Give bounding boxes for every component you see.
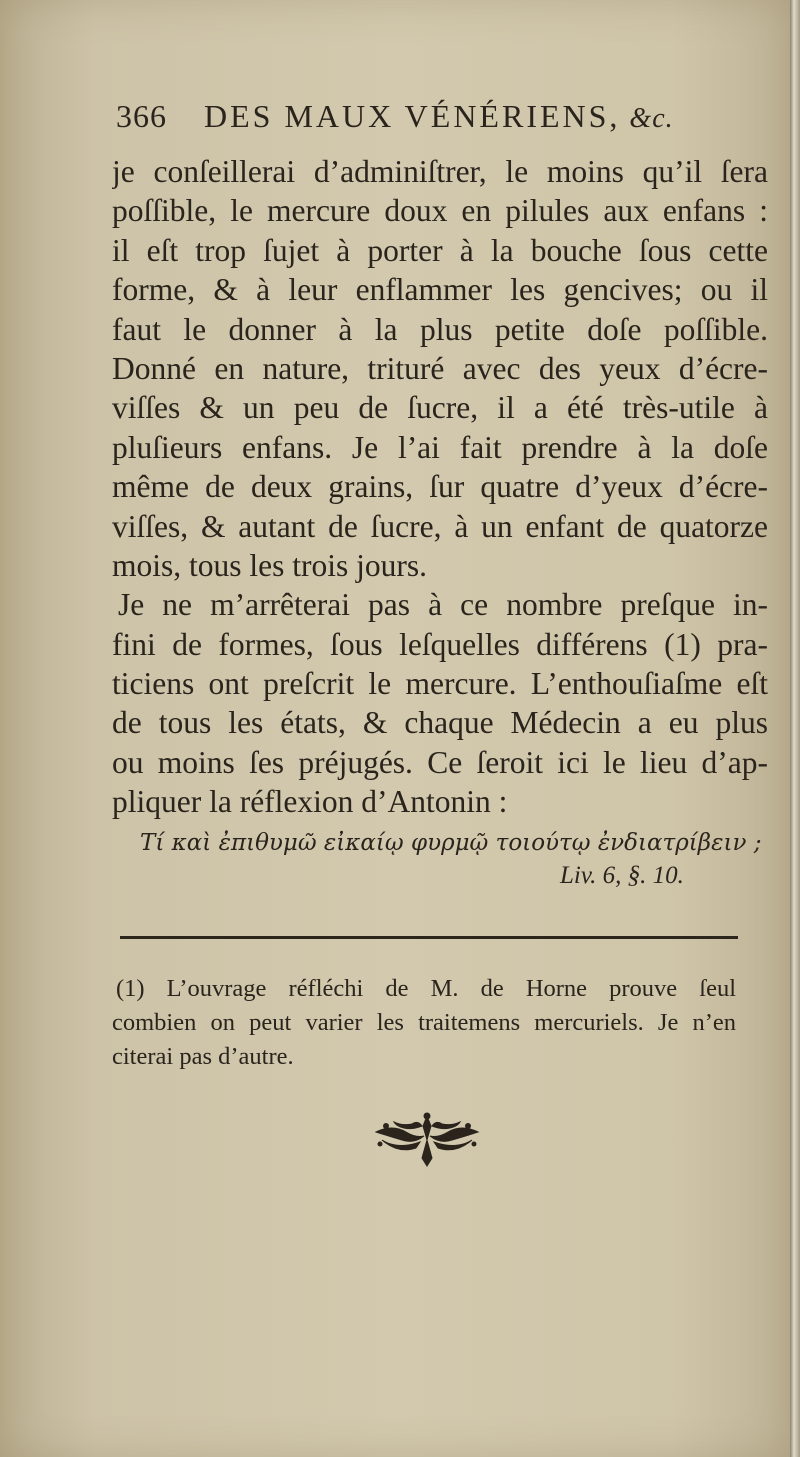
text-line: je conſeillerai d’adminiſtrer, le moins qu’il ſera	[112, 154, 768, 189]
fleuron-svg	[372, 1110, 482, 1170]
text-line: pliquer la réflexion d’Antonin :	[112, 784, 508, 820]
greek-quotation: Τί καὶ ἐπιθυμῶ εἰκαίῳ φυρμῷ τοιούτῳ ἐνδιατρίβειν ;	[140, 830, 762, 856]
footnote	[112, 972, 736, 1074]
text-line: mois, tous les trois jours.	[112, 547, 428, 583]
running-title: DES MAUX VÉNÉRIENS,	[204, 98, 621, 134]
printers-fleuron-ornament-icon	[372, 1110, 482, 1170]
text-line: Je ne m’arrêterai pas à ce nombre preſque in-	[118, 587, 768, 623]
book-gutter-edge	[790, 0, 800, 1457]
text-line: pluſieurs enfans. Je l’ai fait prendre à la doſe	[112, 429, 768, 465]
text-line: forme, & à leur enflammer les gencives; ou il	[112, 272, 768, 308]
footnote-line: combien on peut varier les traitemens mercuriels. Je n’en	[112, 1009, 736, 1036]
text-line: même de deux grains, ſur quatre d’yeux d’écre-	[112, 469, 768, 505]
footnote-line: citerai pas d’autre.	[112, 1043, 294, 1070]
main-text	[112, 152, 768, 822]
text-line: faut le donner à la plus petite doſe poſſible.	[112, 311, 768, 347]
text-line: Donné en nature, trituré avec des yeux d’écre-	[112, 350, 768, 386]
text-line: viſſes & un peu de ſucre, il a été très-utile à	[112, 390, 768, 426]
footnote-separator-rule	[120, 936, 738, 939]
footnote-line: (1) L’ouvrage réfléchi de M. de Horne prouve ſeul	[116, 975, 736, 1002]
text-line: ticiens ont preſcrit le mercure. L’enthouſiaſme eſt	[112, 666, 768, 702]
text-line: il eſt trop ſujet à porter à la bouche ſous cette	[112, 232, 768, 268]
page-number: 366	[116, 98, 167, 134]
text-line: fini de formes, ſous leſquelles différens (1) pra-	[112, 626, 768, 662]
text-line: ou moins ſes préjugés. Ce ſeroit ici le lieu d’ap-	[112, 744, 768, 780]
text-line: de tous les états, & chaque Médecin a eu plus	[112, 705, 768, 741]
text-line: poſſible, le mercure doux en pilules aux enfans :	[112, 193, 768, 229]
text-line: viſſes, & autant de ſucre, à un enfant de quatorze	[112, 508, 768, 544]
quotation-citation: Liv. 6, §. 10.	[560, 862, 684, 889]
running-title-etc: &c.	[629, 103, 674, 134]
running-header	[116, 98, 756, 148]
